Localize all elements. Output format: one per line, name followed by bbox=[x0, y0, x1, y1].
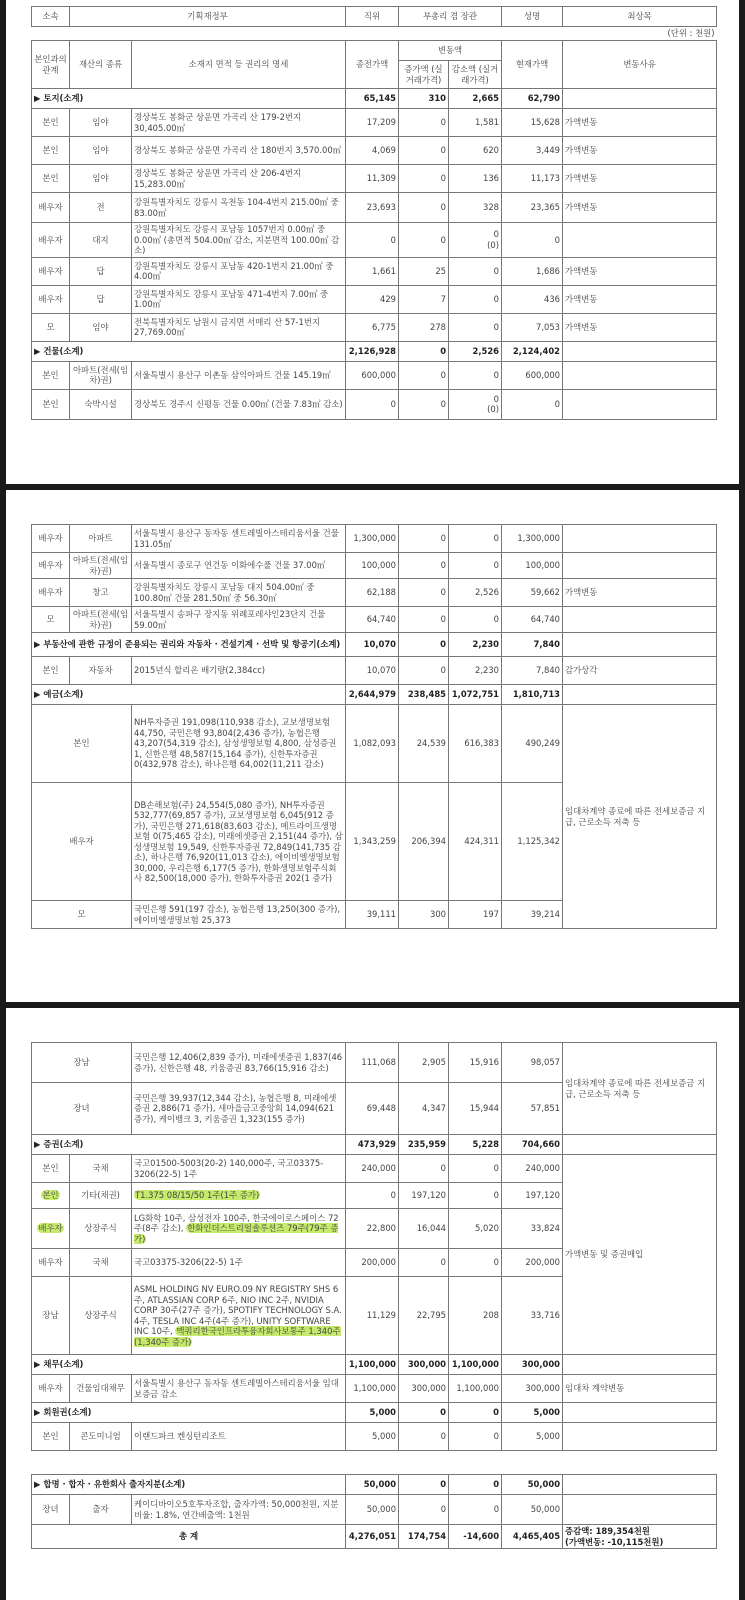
table-row: 배우자 국채 국고03375-3206(22-5) 1주 200,000 0 0 200,000 bbox=[32, 1249, 717, 1277]
table-row: 배우자 DB손해보험(주) 24,554(5,080 증가), NH투자증권 532,777(69,857 증가), 교보생명보험 6,045(912 증가), 국민은행 271,618(83,603 감소), 메트라이프생명보험 0(75,465 감소), 미래에셋증권 2,151(44 증가), 삼성생명보험 19,549, 신한투자증권 72,849(141,735 감소), 하나은행 76,920(11,013 감소), 에이비엘생명보험 30,000, 우리은행 6,177(5 증가), 한화생명보험주식회사 82,500(18,000 증가), 한화투자증권 202(1 증가) 1,343,259 206,394 424,311 1,125,342 bbox=[32, 783, 717, 901]
building-subtotal-row: ▶ 건물(소계) 2,126,928 0 2,526 2,124,402 bbox=[32, 341, 717, 361]
table-row: 배우자 대지 강원특별자치도 강릉시 포남동 1057번지 0.00㎡ 중 0.00㎡ (총면적 504.00㎡ 감소, 지분면적 100.00㎡ 감소) 0 0 0 (0) 0 bbox=[32, 223, 717, 258]
deposit-subtotal-row: ▶ 예금(소계) 2,644,979 238,485 1,072,751 1,810,713 bbox=[32, 685, 717, 705]
table-row: 본인 기타(채권) T1.375 08/15/50 1주(1주 증가) 0 197,120 0 197,120 bbox=[32, 1183, 717, 1209]
table-row: 본인 임야 경상북도 봉화군 상운면 가곡리 산 180번지 3,570.00㎡ 4,069 0 620 3,449 가액변동 bbox=[32, 137, 717, 165]
vehicle-subtotal-row: ▶ 부동산에 관한 규정이 준용되는 권리와 자동차 · 건설기계 · 선박 및 항공기(소계) 10,070 0 2,230 7,840 bbox=[32, 633, 717, 657]
highlight-mark: 배우자 bbox=[38, 1223, 63, 1234]
table-row: 본인 숙박시설 경상북도 경주시 신평동 건물 0.00㎡ (건물 7.83㎡ 감소) 0 0 0 (0) 0 bbox=[32, 389, 717, 419]
document-page-3 bbox=[6, 1008, 739, 1600]
highlight-mark: 본인 bbox=[42, 1190, 59, 1201]
table-row: 본인 NH투자증권 191,098(110,938 감소), 교보생명보험 44,750, 국민은행 93,804(2,436 증가), 농협은행 43,207(54,319 감소), 삼성생명보험 4,800, 삼성증권 1, 신한은행 48,587(15,164 증가), 신한투자증권 0(432,978 감소), 하나은행 64,002(11,211 감소) 1,082,093 24,539 616,383 490,249 임대차계약 종료에 따른 전세보증금 지급, 근로소득 저축 등 bbox=[32, 705, 717, 783]
table-row: 본인 아파트(전세(임차)권) 서울특별시 용산구 이촌동 삼익아파트 건물 145.19㎡ 600,000 0 0 600,000 bbox=[32, 361, 717, 389]
table-row: 장남 상장주식 ASML HOLDING NV EURO.09 NY REGISTRY SHS 6주, ATLASSIAN CORP 6주, NIO INC 2주, NVIDIA CORP 30주(27주 증가), SPOTIFY TECHNOLOGY S.A. 4주, TESLA INC 4주(4주 증가), UNITY SOFTWARE INC 10주, 맥쿼리한국인프라투융자회사보통주 1,340주(1,340주 증가) 11,129 22,795 208 33,716 bbox=[32, 1277, 717, 1355]
table-row: 배우자 아파트 서울특별시 용산구 동자동 센트레빌아스테리움서울 건물 131.05㎡ 1,300,000 0 0 1,300,000 bbox=[32, 525, 717, 553]
securities-reason: 가액변동 및 증권매입 bbox=[563, 1155, 717, 1355]
table-row: 장남 국민은행 12,406(2,839 증가), 미래에셋증권 1,837(46 증가), 신한은행 48, 키움증권 83,766(15,916 감소) 111,068 2,905 15,916 98,057 임대차계약 종료에 따른 전세보증금 지급, 근로소득 저축 등 bbox=[32, 1043, 717, 1083]
unit-label: (단위 : 천원) bbox=[32, 27, 717, 41]
table-row: 장녀 출자 케이디바이오5호투자조합, 출자가액: 50,000천원, 지분비율: 1.8%, 연간배출액: 1천원 50,000 0 0 50,000 bbox=[32, 1495, 717, 1525]
deposit-reason: 임대차계약 종료에 따른 전세보증금 지급, 근로소득 저축 등 bbox=[563, 705, 717, 929]
table-row: 배우자 건물임대채무 서울특별시 용산구 동자동 센트레빌아스테리움서울 임대보증금 감소 1,100,000 300,000 1,100,000 300,000 임대차 계약변동 bbox=[32, 1375, 717, 1403]
table-row: 본인 임야 경상북도 봉화군 상운면 가곡리 산 206-4번지 15,283.00㎡ 11,309 0 136 11,173 가액변동 bbox=[32, 165, 717, 193]
table-row: 배우자 상장주식 LG화학 10주, 삼성전자 100주, 한국에이로스페이스 72주(8주 감소), 한화인더스트리얼솔루션즈 79주(79주 증가) 22,800 16,044 5,020 33,824 bbox=[32, 1209, 717, 1249]
highlight-mark: 한화인더스트리얼솔루션즈 79주(79주 증가) bbox=[134, 1223, 339, 1244]
securities-subtotal-row: ▶ 증권(소계) 473,929 235,959 5,228 704,660 bbox=[32, 1135, 717, 1155]
highlight-mark: 맥쿼리한국인프라투융자회사보통주 1,340주(1,340주 증가) bbox=[134, 1326, 341, 1347]
grand-total-row: 총 계 4,276,051 174,754 -14,600 4,465,405 증감액: 189,354천원 (가액변동: -10,115천원) bbox=[32, 1525, 717, 1549]
document-page-1 bbox=[6, 0, 739, 484]
header-info-row: 소속 기획재정부 직위 부총리 겸 장관 성명 최상목 bbox=[32, 7, 717, 27]
table-row: 배우자 답 강원특별자치도 강릉시 포남동 420-1번지 21.00㎡ 중 4.00㎡ 1,661 25 0 1,686 가액변동 bbox=[32, 257, 717, 285]
document-page-2 bbox=[6, 490, 739, 1002]
membership-subtotal-row: ▶ 회원권(소계) 5,000 0 0 5,000 bbox=[32, 1403, 717, 1423]
table-row: 장녀 국민은행 39,937(12,344 감소), 농협은행 8, 미래에셋증권 2,886(71 증가), 새마을금고중앙회 14,094(621 증가), 케이뱅크 3, 키움증권 1,323(155 증가) 69,448 4,347 15,944 57,851 bbox=[32, 1083, 717, 1135]
asset-table-page-2 bbox=[31, 524, 717, 929]
asset-table-page-3 bbox=[31, 1042, 717, 1451]
table-row: 본인 임야 경상북도 봉화군 상운면 가곡리 산 179-2번지 30,405.00㎡ 17,209 0 1,581 15,628 가액변동 bbox=[32, 109, 717, 137]
table-row: 배우자 답 강원특별자치도 강릉시 포남동 471-4번지 7.00㎡ 중 1.00㎡ 429 7 0 436 가액변동 bbox=[32, 285, 717, 313]
table-row: 배우자 아파트(전세(임차)권) 서울특별시 종로구 연건동 이화에수풀 건물 37.00㎡ 100,000 0 0 100,000 bbox=[32, 553, 717, 579]
land-subtotal-row: ▶ 토지(소계) 65,145 310 2,665 62,790 bbox=[32, 89, 717, 109]
table-row: 본인 국채 국고01500-5003(20-2) 140,000주, 국고03375-3206(22-5) 1주 240,000 0 0 240,000 가액변동 및 증권매입 bbox=[32, 1155, 717, 1183]
investment-subtotal-row: ▶ 합명 · 합자 · 유한회사 출자지분(소계) 50,000 0 0 50,000 bbox=[32, 1475, 717, 1495]
table-row: 모 아파트(전세(임차)권) 서울특별시 송파구 장지동 위례포레샤인23단지 건물 59.00㎡ 64,740 0 0 64,740 bbox=[32, 607, 717, 633]
deposit-reason: 임대차계약 종료에 따른 전세보증금 지급, 근로소득 저축 등 bbox=[563, 1043, 717, 1135]
table-row: 배우자 전 강원특별자치도 강릉시 옥천동 104-4번지 215.00㎡ 중 83.00㎡ 23,693 0 328 23,365 가액변동 bbox=[32, 193, 717, 223]
debt-subtotal-row: ▶ 채무(소계) 1,100,000 300,000 1,100,000 300,000 bbox=[32, 1355, 717, 1375]
table-row: 본인 자동차 2015년식 할리온 배기량(2,384cc) 10,070 0 2,230 7,840 감가상각 bbox=[32, 657, 717, 685]
table-row: 배우자 창고 강원특별자치도 강릉시 포남동 대지 504.00㎡ 중 100.80㎡ 건물 281.50㎡ 중 56.30㎡ 62,188 0 2,526 59,662 가액변동 bbox=[32, 579, 717, 607]
table-row: 본인 콘도미니엄 이랜드파크 켄싱턴리조트 5,000 0 0 5,000 bbox=[32, 1423, 717, 1451]
asset-table-page-3-tail bbox=[31, 1474, 717, 1549]
column-header-row: 본인과의 관계 재산의 종류 소재지 면적 등 권리의 명세 종전가액 변동액 현재가액 변동사유 bbox=[32, 41, 717, 61]
asset-table-page-1: 소속 기획재정부 직위 부총리 겸 장관 성명 최상목 (단위 : 천원) 본인과의 관계 재산의 종류 소재지 면적 등 권리의 명세 종전가액 변동액 현재가액 변동사유 증가액 (실거래가격) 감소액 (실거래가격) ▶ 토지(소계) 65,145 310 2,665 62,790 본인 임야 경상북도 봉화군 상운면 가곡리 산 179-2번지 30,405.00㎡ 17,209 0 1,581 15,628 가액변동 본인 임야 경상북도 봉화군 상운면 가곡리 산 180번지 3,570.00㎡ 4,069 0 620 3,449 가액변동 본인 임야 경상북도 봉화군 상운면 가곡리 산 206-4번지 15,283.00㎡ 11,309 0 136 11,173 가액변동 배우자 전 강원특별자치도 강릉시 옥천동 104-4번지 215.00㎡ 중 83.00㎡ 23,693 0 328 23,365 가액변동 배우자 대지 강원특별자치도 강릉시 포남동 1057번지 0.00㎡ 중 0.00㎡ (총면적 504.00㎡ 감소, 지분면적 100.00㎡ 감소) 0 0 0 (0) 0 배우자 답 강원특별자치도 강릉시 포남동 420-1번지 21.00㎡ 중 4.00㎡ 1,661 25 0 1,686 가액변동 배우자 답 강원특별자치도 강릉시 포남동 471-4번지 7.00㎡ 중 1.00㎡ 429 7 0 436 가액변동 모 임야 전북특별자치도 남원시 금지면 서매리 산 57-1번지 27,769.00㎡ 6,775 278 0 7,053 가액변동 ▶ 건물(소계) 2,126,928 0 2,526 2,124,402 본인 아파트(전세(임차)권) 서울특별시 용산구 이촌동 삼익아파트 건물 145.19㎡ 600,000 0 0 600,000 본인 숙박시설 경상북도 경주시 신평동 건물 0.00㎡ (건물 7.83㎡ 감소) 0 0 0 (0) 0 bbox=[31, 6, 717, 420]
highlight-mark: T1.375 08/15/50 1주(1주 증가) bbox=[135, 1190, 260, 1201]
table-row: 모 임야 전북특별자치도 남원시 금지면 서매리 산 57-1번지 27,769.00㎡ 6,775 278 0 7,053 가액변동 bbox=[32, 313, 717, 341]
table-row: 모 국민은행 591(197 감소), 농협은행 13,250(300 증가), 에이비엘생명보험 25,373 39,111 300 197 39,214 bbox=[32, 901, 717, 929]
